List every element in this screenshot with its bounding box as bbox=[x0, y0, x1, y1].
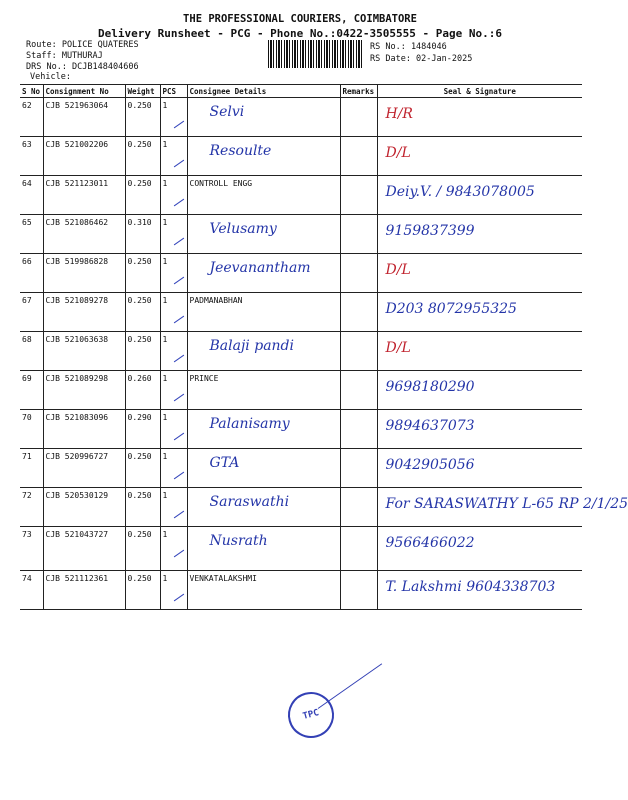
row-consignment-no bbox=[43, 98, 125, 137]
row-consignment-no bbox=[43, 571, 125, 610]
handwritten-signature: For SARASWATHY L-65 RP 2/1/25 bbox=[385, 496, 628, 512]
handwritten-consignee: Palanisamy bbox=[209, 416, 290, 432]
row-pcs bbox=[160, 410, 187, 449]
table-header-row bbox=[20, 85, 582, 98]
row-pcs-text: 1 bbox=[162, 530, 168, 539]
col-consignment: Consignment No bbox=[43, 85, 125, 98]
table-row bbox=[20, 98, 582, 137]
row-consignment-no-text: CJB 521089278 bbox=[45, 296, 109, 305]
row-sno-text: 62 bbox=[22, 101, 32, 110]
row-weight bbox=[125, 254, 160, 293]
row-consignment-no-text: CJB 521963064 bbox=[45, 101, 109, 110]
row-signature bbox=[377, 215, 582, 254]
vehicle-info: Vehicle: bbox=[30, 72, 71, 82]
barcode-image bbox=[268, 40, 364, 68]
row-consignment-no bbox=[43, 527, 125, 571]
row-sno-text: 69 bbox=[22, 374, 32, 383]
row-weight bbox=[125, 98, 160, 137]
row-sno bbox=[20, 215, 43, 254]
table-row bbox=[20, 410, 582, 449]
table-row bbox=[20, 176, 582, 215]
check-tick-mark bbox=[173, 199, 183, 207]
handwritten-consignee: GTA bbox=[209, 455, 240, 471]
handwritten-consignee: Jeevanantham bbox=[209, 260, 311, 276]
table-row bbox=[20, 293, 582, 332]
runsheet-table bbox=[20, 84, 628, 610]
row-pcs bbox=[160, 176, 187, 215]
check-tick-mark bbox=[173, 277, 183, 285]
handwritten-signature: H/R bbox=[385, 106, 413, 122]
row-consignment-no-text: CJB 519986828 bbox=[45, 257, 109, 266]
row-pcs-text: 1 bbox=[162, 335, 168, 344]
handwritten-signature: D203 8072955325 bbox=[385, 301, 517, 317]
row-consignee bbox=[187, 410, 340, 449]
row-weight bbox=[125, 527, 160, 571]
row-consignee-text: VENKATALAKSHMI bbox=[189, 574, 257, 583]
row-weight bbox=[125, 332, 160, 371]
row-sno-text: 74 bbox=[22, 574, 32, 583]
row-pcs-text: 1 bbox=[162, 257, 168, 266]
row-consignee bbox=[187, 176, 340, 215]
company-title: THE PROFESSIONAL COURIERS, COIMBATORE bbox=[183, 13, 417, 25]
row-consignment-no bbox=[43, 254, 125, 293]
row-sno-text: 65 bbox=[22, 218, 32, 227]
check-tick-mark bbox=[173, 511, 183, 519]
runsheet-subtitle: Delivery Runsheet - PCG - Phone No.:0422-3505555 - Page No.:6 bbox=[98, 27, 502, 40]
row-consignment-no-text: CJB 521123011 bbox=[45, 179, 109, 188]
row-remarks bbox=[340, 176, 377, 215]
check-tick-mark bbox=[173, 160, 183, 168]
col-pcs: PCS bbox=[160, 85, 187, 98]
row-weight-text: 0.250 bbox=[127, 335, 152, 344]
row-remarks bbox=[340, 332, 377, 371]
row-consignment-no-text: CJB 521043727 bbox=[45, 530, 109, 539]
col-weight: Weight bbox=[125, 85, 160, 98]
row-sno bbox=[20, 293, 43, 332]
row-consignment-no-text: CJB 521083096 bbox=[45, 413, 109, 422]
row-weight-text: 0.250 bbox=[127, 140, 152, 149]
check-tick-mark bbox=[173, 121, 183, 129]
row-remarks bbox=[340, 527, 377, 571]
row-consignee bbox=[187, 293, 340, 332]
row-pcs bbox=[160, 449, 187, 488]
row-consignment-no-text: CJB 520996727 bbox=[45, 452, 109, 461]
row-sno-text: 71 bbox=[22, 452, 32, 461]
row-remarks bbox=[340, 254, 377, 293]
row-consignment-no-text: CJB 521063638 bbox=[45, 335, 109, 344]
check-tick-mark bbox=[173, 238, 183, 246]
handwritten-signature: D/L bbox=[385, 262, 411, 278]
row-weight bbox=[125, 488, 160, 527]
handwritten-consignee: Nusrath bbox=[209, 533, 268, 549]
row-signature bbox=[377, 254, 582, 293]
table-row bbox=[20, 449, 582, 488]
row-weight-text: 0.250 bbox=[127, 257, 152, 266]
row-signature bbox=[377, 332, 582, 371]
row-weight bbox=[125, 571, 160, 610]
row-pcs-text: 1 bbox=[162, 491, 168, 500]
route-info: Route: POLICE QUATERES bbox=[26, 40, 139, 50]
row-weight bbox=[125, 371, 160, 410]
col-consignee: Consignee Details bbox=[187, 85, 340, 98]
handwritten-consignee: Balaji pandi bbox=[209, 338, 294, 354]
row-sno-text: 63 bbox=[22, 140, 32, 149]
row-consignee bbox=[187, 215, 340, 254]
row-consignment-no-text: CJB 521002206 bbox=[45, 140, 109, 149]
drs-number: DRS No.: DCJB148404606 bbox=[26, 62, 139, 72]
row-sno-text: 72 bbox=[22, 491, 32, 500]
row-consignment-no bbox=[43, 176, 125, 215]
row-signature bbox=[377, 449, 582, 488]
row-pcs-text: 1 bbox=[162, 179, 168, 188]
row-consignee bbox=[187, 371, 340, 410]
row-weight-text: 0.250 bbox=[127, 296, 152, 305]
row-consignee-text: CONTROLL ENGG bbox=[189, 179, 253, 188]
row-remarks bbox=[340, 98, 377, 137]
check-tick-mark bbox=[173, 550, 183, 558]
row-consignee bbox=[187, 488, 340, 527]
row-consignee bbox=[187, 332, 340, 371]
row-consignee-text: PRINCE bbox=[189, 374, 219, 383]
row-sno-text: 66 bbox=[22, 257, 32, 266]
row-signature bbox=[377, 488, 628, 527]
row-signature bbox=[377, 293, 582, 332]
row-weight-text: 0.250 bbox=[127, 530, 152, 539]
row-consignment-no bbox=[43, 488, 125, 527]
row-weight-text: 0.250 bbox=[127, 574, 152, 583]
row-remarks bbox=[340, 371, 377, 410]
row-weight-text: 0.250 bbox=[127, 101, 152, 110]
table-row bbox=[20, 137, 582, 176]
row-signature bbox=[377, 176, 582, 215]
col-signature: Seal & Signature bbox=[377, 85, 582, 98]
row-consignee bbox=[187, 254, 340, 293]
row-sno-text: 68 bbox=[22, 335, 32, 344]
table-row bbox=[20, 254, 582, 293]
row-sno-text: 67 bbox=[22, 296, 32, 305]
row-consignment-no bbox=[43, 293, 125, 332]
check-tick-mark bbox=[173, 472, 183, 480]
row-sno-text: 70 bbox=[22, 413, 32, 422]
handwritten-consignee: Selvi bbox=[209, 104, 245, 120]
handwritten-signature: T. Lakshmi 9604338703 bbox=[385, 579, 556, 595]
row-signature bbox=[377, 371, 582, 410]
row-pcs-text: 1 bbox=[162, 101, 168, 110]
row-remarks bbox=[340, 449, 377, 488]
row-consignment-no-text: CJB 521086462 bbox=[45, 218, 109, 227]
handwritten-signature: Deiy.V. / 9843078005 bbox=[385, 184, 535, 200]
rs-date: RS Date: 02-Jan-2025 bbox=[370, 54, 473, 64]
row-pcs bbox=[160, 371, 187, 410]
row-signature bbox=[377, 410, 582, 449]
handwritten-signature: D/L bbox=[385, 340, 411, 356]
row-pcs-text: 1 bbox=[162, 452, 168, 461]
row-signature bbox=[377, 137, 582, 176]
stamp-signature-stroke bbox=[318, 663, 382, 709]
row-remarks bbox=[340, 488, 377, 527]
row-sno bbox=[20, 571, 43, 610]
row-consignment-no-text: CJB 521112361 bbox=[45, 574, 109, 583]
check-tick-mark bbox=[173, 355, 183, 363]
row-consignment-no-text: CJB 521089298 bbox=[45, 374, 109, 383]
row-sno bbox=[20, 98, 43, 137]
row-remarks bbox=[340, 137, 377, 176]
handwritten-signature: 9566466022 bbox=[385, 535, 475, 551]
row-consignment-no bbox=[43, 215, 125, 254]
row-remarks bbox=[340, 293, 377, 332]
row-weight bbox=[125, 293, 160, 332]
row-consignment-no bbox=[43, 332, 125, 371]
table-row bbox=[20, 527, 582, 571]
row-pcs-text: 1 bbox=[162, 413, 168, 422]
row-sno bbox=[20, 410, 43, 449]
row-consignment-no bbox=[43, 449, 125, 488]
row-consignee-text: PADMANABHAN bbox=[189, 296, 243, 305]
row-pcs-text: 1 bbox=[162, 374, 168, 383]
row-pcs bbox=[160, 571, 187, 610]
handwritten-signature: 9042905056 bbox=[385, 457, 475, 473]
row-remarks bbox=[340, 571, 377, 610]
row-remarks bbox=[340, 410, 377, 449]
row-pcs-text: 1 bbox=[162, 140, 168, 149]
table-row bbox=[20, 371, 582, 410]
row-pcs bbox=[160, 254, 187, 293]
row-weight-text: 0.250 bbox=[127, 179, 152, 188]
handwritten-signature: 9698180290 bbox=[385, 379, 475, 395]
row-pcs bbox=[160, 332, 187, 371]
row-pcs bbox=[160, 488, 187, 527]
row-remarks bbox=[340, 215, 377, 254]
row-consignment-no-text: CJB 520530129 bbox=[45, 491, 109, 500]
row-pcs-text: 1 bbox=[162, 296, 168, 305]
row-consignment-no bbox=[43, 410, 125, 449]
row-consignee bbox=[187, 527, 340, 571]
row-weight bbox=[125, 410, 160, 449]
row-weight bbox=[125, 176, 160, 215]
row-consignee bbox=[187, 137, 340, 176]
row-pcs-text: 1 bbox=[162, 574, 168, 583]
check-tick-mark bbox=[173, 394, 183, 402]
row-weight-text: 0.250 bbox=[127, 452, 152, 461]
handwritten-consignee: Saraswathi bbox=[209, 494, 290, 510]
row-consignee bbox=[187, 98, 340, 137]
row-pcs bbox=[160, 527, 187, 571]
handwritten-signature: D/L bbox=[385, 145, 411, 161]
row-weight bbox=[125, 215, 160, 254]
row-weight-text: 0.290 bbox=[127, 413, 152, 422]
row-sno-text: 64 bbox=[22, 179, 32, 188]
company-stamp: TPC bbox=[283, 687, 339, 743]
row-sno bbox=[20, 488, 43, 527]
row-weight bbox=[125, 137, 160, 176]
handwritten-consignee: Velusamy bbox=[209, 221, 277, 237]
row-weight-text: 0.310 bbox=[127, 218, 152, 227]
check-tick-mark bbox=[173, 316, 183, 324]
row-pcs bbox=[160, 215, 187, 254]
row-sno bbox=[20, 176, 43, 215]
row-sno bbox=[20, 371, 43, 410]
col-sno: S No bbox=[20, 85, 43, 98]
row-pcs bbox=[160, 293, 187, 332]
table-row bbox=[20, 571, 582, 610]
row-weight-text: 0.250 bbox=[127, 491, 152, 500]
row-sno-text: 73 bbox=[22, 530, 32, 539]
row-signature bbox=[377, 98, 582, 137]
handwritten-signature: 9894637073 bbox=[385, 418, 475, 434]
row-weight bbox=[125, 449, 160, 488]
row-sno bbox=[20, 449, 43, 488]
row-sno bbox=[20, 332, 43, 371]
col-remarks: Remarks bbox=[340, 85, 377, 98]
row-consignee bbox=[187, 571, 340, 610]
row-consignment-no bbox=[43, 371, 125, 410]
row-signature bbox=[377, 527, 582, 571]
table-row bbox=[20, 215, 582, 254]
rs-number: RS No.: 1484046 bbox=[370, 42, 447, 52]
row-pcs-text: 1 bbox=[162, 218, 168, 227]
row-sno bbox=[20, 254, 43, 293]
staff-info: Staff: MUTHURAJ bbox=[26, 51, 103, 61]
handwritten-consignee: Resoulte bbox=[209, 143, 272, 159]
table-row bbox=[20, 332, 582, 371]
row-consignee bbox=[187, 449, 340, 488]
check-tick-mark bbox=[173, 594, 183, 602]
check-tick-mark bbox=[173, 433, 183, 441]
row-sno bbox=[20, 527, 43, 571]
table-row bbox=[20, 488, 582, 527]
row-pcs bbox=[160, 98, 187, 137]
row-weight-text: 0.260 bbox=[127, 374, 152, 383]
row-pcs bbox=[160, 137, 187, 176]
row-sno bbox=[20, 137, 43, 176]
handwritten-signature: 9159837399 bbox=[385, 223, 475, 239]
row-consignment-no bbox=[43, 137, 125, 176]
row-signature bbox=[377, 571, 582, 610]
